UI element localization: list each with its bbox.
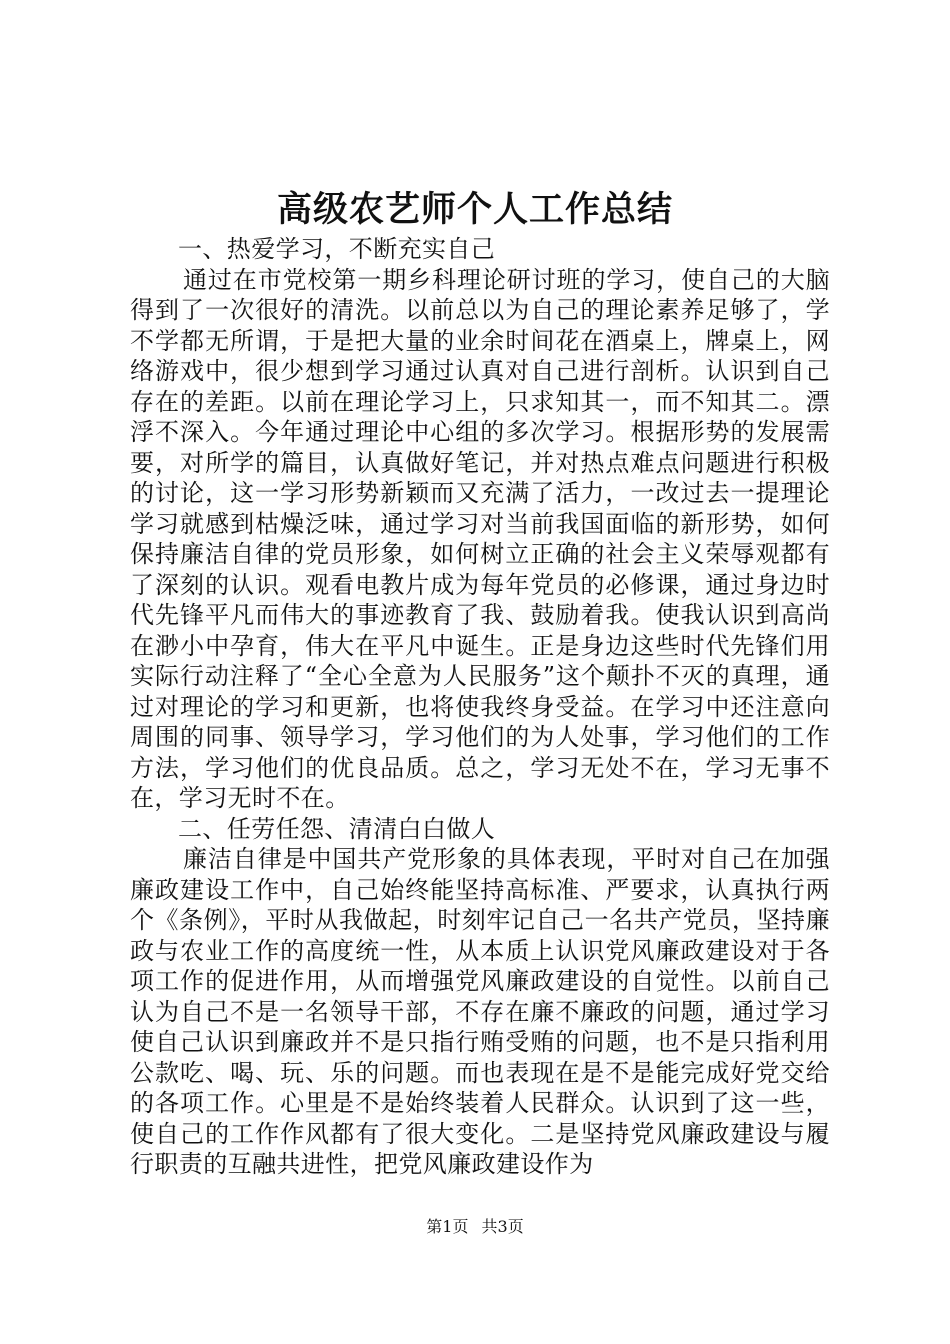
section-1-heading: 一、热爱学习，不断充实自己: [178, 235, 496, 263]
document-body: [130, 234, 830, 1180]
section-2-heading: 二、任劳任怨、清清白白做人: [178, 814, 496, 843]
page-total: 共3页: [481, 1217, 524, 1236]
section-2-paragraph: 廉洁自律是中国共产党形象的具体表现，平时对自己在加强廉政建设工作中，自己始终能坚持高标准、严要求，认真执行两个《条例》，平时从我做起，时刻牢记自己一名共产党员，坚持廉政与农业工作的高度统一性，从本质上认识党风廉政建设对于各项工作的促进作用，从而增强党风廉政建设的自觉性。以前自己认为自己不是一名领导干部，不存在廉不廉政的问题，通过学习使自己认识到廉政并不是只指行贿受贿的问题，也不是只指利用公款吃、喝、玩、乐的问题。而也表现在是不是能完成好党交给的各项工作。心里是不是始终装着人民群众。认识到了这一些，使自己的工作作风都有了很大变化。二是坚持党风廉政建设与履行职责的互融共进性，把党风廉政建设作为: [130, 845, 830, 1178]
section-1-paragraph: 通过在市党校第一期乡科理论研讨班的学习，使自己的大脑得到了一次很好的清洗。以前总以为自己的理论素养足够了，学不学都无所谓，于是把大量的业余时间花在酒桌上，牌桌上，网络游戏中，很少想到学习通过认真对自己进行剖析。认识到自己存在的差距。以前在理论学习上，只求知其一，而不知其二。漂浮不深入。今年通过理论中心组的多次学习。根据形势的发展需要，对所学的篇目，认真做好笔记，并对热点难点问题进行积极的讨论，这一学习形势新颖而又充满了活力，一改过去一提理论学习就感到枯燥泛味，通过学习对当前我国面临的新形势，如何保持廉洁自律的党员形象，如何树立正确的社会主义荣辱观都有了深刻的认识。观看电教片成为每年党员的必修课，通过身边时代先锋平凡而伟大的事迹教育了我、鼓励着我。使我认识到高尚在渺小中孕育，伟大在平凡中诞生。正是身边这些时代先锋们用实际行动注释了“全心全意为人民服务”这个颠扑不灭的真理，通过对理论的学习和更新，也将使我终身受益。在学习中还注意向周围的同事、领导学习，学习他们的为人处事，学习他们的工作方法，学习他们的优良品质。总之，学习无处不在，学习无事不在，学习无时不在。: [130, 265, 830, 812]
document-title: 高级农艺师个人工作总结: [276, 189, 673, 230]
page-number: 第1页: [426, 1217, 469, 1236]
page-footer: [0, 1216, 950, 1238]
